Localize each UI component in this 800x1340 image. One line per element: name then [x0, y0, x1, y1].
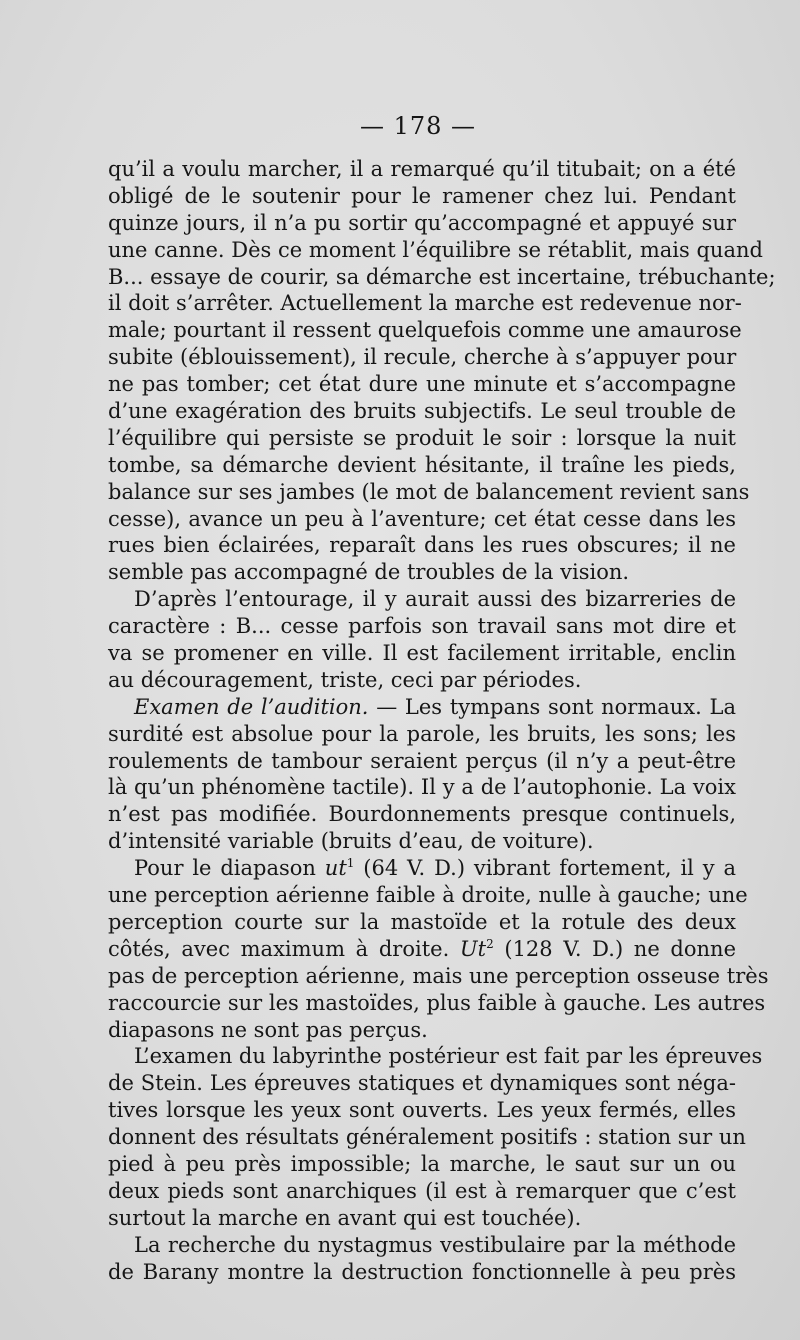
text-line: tombe, sa démarche devient hésitante, il traîne les pieds, [108, 452, 736, 477]
text-line: n’est pas modifiée. Bourdonnements presque continuels, [108, 802, 736, 827]
text-line: qu’il a voulu marcher, il a remarqué qu’il titubait; on a été [108, 157, 736, 181]
text-line [108, 694, 736, 721]
text-run: (128 V. D.) ne donne [493, 936, 736, 961]
text-line: quinze jours, il n’a pu sortir qu’accompagné et appuyé sur [108, 210, 736, 235]
text-line: d’intensité variable (bruits d’eau, de voiture). [108, 829, 594, 854]
text-line: male; pourtant il ressent quelquefois comme une amaurose [108, 318, 742, 343]
text-line: pied à peu près impossible; la marche, le saut sur un ou [108, 1151, 736, 1176]
text-line: L’examen du labyrinthe postérieur est fait par les épreuves [134, 1044, 763, 1069]
text-line: pas de perception aérienne, mais une perception osseuse très [108, 963, 769, 988]
text-line: l’équilibre qui persiste se produit le soir : lorsque la nuit [108, 425, 736, 450]
note-symbol: Ut [459, 936, 487, 961]
section-heading: Examen de l’audition. [134, 694, 369, 719]
text-line: ne pas tomber; cet état dure une minute et s’accompagne [108, 372, 736, 397]
text-line: rues bien éclairées, reparaît dans les rues obscures; il ne [108, 533, 736, 558]
superscript: 2 [486, 936, 494, 951]
text-line: donnent des résultats généralement positifs : station sur un [108, 1125, 746, 1150]
text-line: d’une exagération des bruits subjectifs. Le seul trouble de [108, 399, 736, 424]
text-line: balance sur ses jambes (le mot de balancement revient sans [108, 479, 750, 504]
text-run: (64 V. D.) vibrant fortement, il y a [354, 856, 736, 881]
page-number: — 178 — [359, 112, 477, 140]
text-line: surtout la marche en avant qui est touchée). [108, 1205, 582, 1230]
text-line: caractère : B... cesse parfois son travail sans mot dire et [108, 614, 736, 639]
text-line: D’après l’entourage, il y aurait aussi des bizarreries de [134, 587, 736, 612]
superscript: 1 [346, 856, 355, 871]
text-line: là qu’un phénomène tactile). Il y a de l’autophonie. La voix [108, 775, 736, 800]
text-line: de Stein. Les épreuves statiques et dynamiques sont néga- [108, 1071, 736, 1096]
text-line: deux pieds sont anarchiques (il est à remarquer que c’est [108, 1178, 736, 1203]
text-line: va se promener en ville. Il est facilement irritable, enclin [108, 641, 736, 666]
text-run: côtés, avec maximum à droite. [108, 936, 460, 961]
text-line: il doit s’arrêter. Actuellement la marche est redevenue nor- [108, 291, 742, 316]
text-line: subite (éblouissement), il recule, cherche à s’appuyer pour [108, 345, 737, 370]
text-line [108, 855, 736, 882]
text-line [108, 936, 736, 963]
text-line: une canne. Dès ce moment l’équilibre se rétablit, mais quand [108, 237, 763, 262]
text-line: obligé de le soutenir pour le ramener chez lui. Pendant [108, 183, 736, 208]
text-line: La recherche du nystagmus vestibulaire par la méthode [134, 1232, 736, 1257]
text-line: diapasons ne sont pas perçus. [108, 1017, 428, 1042]
text-line: surdité est absolue pour la parole, les bruits, les sons; les [108, 721, 736, 746]
text-line: B... essaye de courir, sa démarche est incertaine, trébuchante; [108, 264, 776, 289]
text-line: tives lorsque les yeux sont ouverts. Les yeux fermés, elles [108, 1098, 736, 1123]
text-line: au découragement, triste, ceci par périodes. [108, 667, 582, 692]
text-run: — Les tympans sont normaux. La [368, 694, 737, 719]
text-line: semble pas accompagné de troubles de la vision. [108, 560, 630, 585]
text-line: raccourcie sur les mastoïdes, plus faible à gauche. Les autres [108, 990, 766, 1015]
text-line: perception courte sur la mastoïde et la rotule des deux [108, 909, 736, 934]
body-text [108, 156, 776, 1285]
note-symbol: ut [324, 856, 347, 881]
text-run: Pour le diapason [134, 856, 325, 881]
text-line: roulements de tambour seraient perçus (il n’y a peut-être [108, 748, 736, 773]
text-line: une perception aérienne faible à droite, nulle à gauche; une [108, 883, 748, 908]
text-line: de Barany montre la destruction fonctionnelle à peu près [108, 1259, 736, 1284]
text-line: cesse), avance un peu à l’aventure; cet état cesse dans les [108, 506, 736, 531]
